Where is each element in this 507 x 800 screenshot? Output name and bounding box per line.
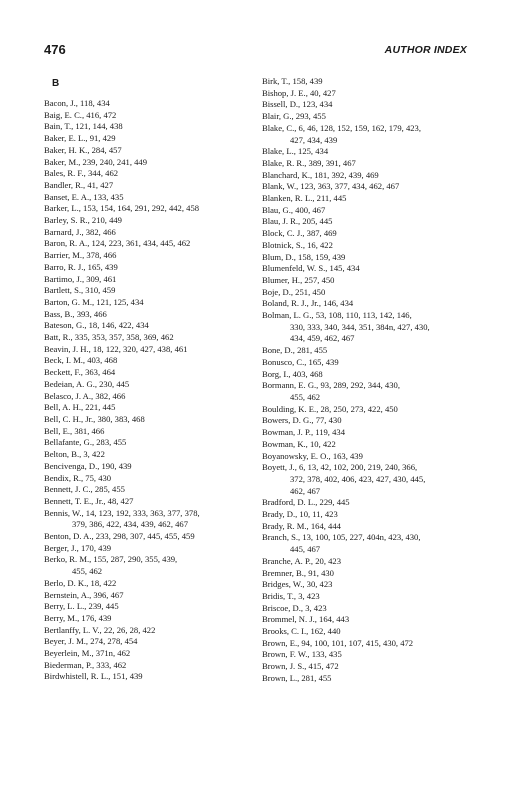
index-entry-line: Beyerlein, M., 371n, 462: [44, 648, 131, 659]
index-entry-line: Barro, R. J., 165, 439: [44, 261, 118, 272]
page-number: 476: [44, 42, 66, 57]
index-entry-line: Baron, R. A., 124, 223, 361, 434, 445, 462: [44, 238, 191, 249]
index-entry-line: Brommel, N. J., 164, 443: [262, 614, 350, 625]
index-entry-line: Barnard, J., 382, 466: [44, 226, 116, 237]
section-letter: B: [52, 78, 60, 89]
index-entry-line: Beckett, F., 363, 464: [44, 367, 116, 378]
index-entry-line: 330, 333, 340, 344, 351, 384n, 427, 430,: [290, 321, 430, 332]
index-entry-line: Blum, D., 158, 159, 439: [262, 251, 346, 262]
index-entry-line: 427, 434, 439: [290, 134, 338, 145]
index-entry-line: Bandler, R., 41, 427: [44, 179, 114, 190]
index-entry-line: Bell, A. H., 221, 445: [44, 402, 116, 413]
index-entry-line: 455, 462: [72, 566, 103, 577]
index-entry-line: Belasco, J. A., 382, 466: [44, 390, 126, 401]
index-entry-line: Barton, G. M., 121, 125, 434: [44, 296, 144, 307]
index-entry-line: Bridis, T., 3, 423: [262, 590, 320, 601]
index-entry-line: Birdwhistell, R. L., 151, 439: [44, 671, 143, 682]
index-entry-line: Bradford, D. L., 229, 445: [262, 497, 350, 508]
index-entry-line: Baker, M., 239, 240, 241, 449: [44, 156, 148, 167]
index-entry-line: Bendix, R., 75, 430: [44, 472, 112, 483]
index-entry-line: Bennett, J. C., 285, 455: [44, 484, 125, 495]
index-entry-line: Beyer, J. M., 274, 278, 454: [44, 636, 138, 647]
index-entry-line: Blumer, H., 257, 450: [262, 274, 335, 285]
index-entry-line: Belton, B., 3, 422: [44, 449, 105, 460]
index-entry-line: Barley, S. R., 210, 449: [44, 215, 122, 226]
index-entry-line: Bissell, D., 123, 434: [262, 99, 333, 110]
index-entry-line: Bridges, W., 30, 423: [262, 579, 333, 590]
index-entry-line: Boje, D., 251, 450: [262, 286, 326, 297]
index-entry-line: Brown, L., 281, 455: [262, 672, 332, 683]
index-entry-line: Berlo, D. K., 18, 422: [44, 577, 117, 588]
index-entry-line: Blau, G., 400, 467: [262, 204, 326, 215]
index-entry-line: Bell, C. H., Jr., 380, 383, 468: [44, 413, 145, 424]
index-entry-line: Boyanowsky, E. O., 163, 439: [262, 450, 363, 461]
index-entry-line: Blanchard, K., 181, 392, 439, 469: [262, 169, 379, 180]
index-entry-line: Blank, W., 123, 363, 377, 434, 462, 467: [262, 181, 400, 192]
index-entry-line: Brooks, C. I., 162, 440: [262, 626, 341, 637]
index-column-right: [262, 76, 477, 685]
index-entry-line: Blotnick, S., 16, 422: [262, 239, 333, 250]
index-entry-line: 462, 467: [290, 485, 321, 496]
index-entry-line: Biederman, P., 333, 462: [44, 659, 127, 670]
index-entry-line: Bartlett, S., 310, 459: [44, 285, 116, 296]
index-entry-line: Brown, J. S., 415, 472: [262, 661, 339, 672]
index-entry-line: Bedeian, A. G., 230, 445: [44, 378, 130, 389]
index-entry-line: Banset, E. A., 133, 435: [44, 191, 124, 202]
index-entry-line: Borg, I., 403, 468: [262, 368, 323, 379]
index-entry-line: Brown, F. W., 133, 435: [262, 649, 342, 660]
index-entry-line: Bateson, G., 18, 146, 422, 434: [44, 320, 149, 331]
index-entry-line: Baig, E. C., 416, 472: [44, 109, 117, 120]
index-entry-line: Bennett, T. E., Jr., 48, 427: [44, 495, 134, 506]
index-entry-line: Bowman, J. P., 119, 434: [262, 427, 345, 438]
index-entry-line: Bremner, B., 91, 430: [262, 567, 334, 578]
index-entry-line: Bowers, D. G., 77, 430: [262, 415, 342, 426]
index-entry-line: Birk, T., 158, 439: [262, 76, 323, 86]
index-entry-line: Bencivenga, D., 190, 439: [44, 460, 132, 471]
running-head: AUTHOR INDEX: [384, 44, 467, 56]
index-entry-line: Bacon, J., 118, 434: [44, 98, 110, 108]
index-entry-line: Brady, R. M., 164, 444: [262, 520, 341, 531]
index-entry-line: Berry, M., 176, 439: [44, 612, 112, 623]
index-entry-line: Bartimo, J., 309, 461: [44, 273, 117, 284]
index-entry-line: Brown, E., 94, 100, 101, 107, 415, 430, 472: [262, 637, 414, 648]
index-entry-line: 379, 386, 422, 434, 439, 462, 467: [72, 519, 189, 530]
index-entry-line: Blanken, R. L., 211, 445: [262, 193, 347, 204]
index-entry-line: Baker, E. L., 91, 429: [44, 133, 116, 144]
index-entry-line: Bertlanffy, L. V., 22, 26, 28, 422: [44, 624, 156, 635]
index-entry-line: Blake, R. R., 389, 391, 467: [262, 157, 356, 168]
index-entry-line: Blake, L., 125, 434: [262, 146, 329, 157]
index-entry-line: Berger, J., 170, 439: [44, 542, 112, 553]
index-entry-line: Blake, C., 6, 46, 128, 152, 159, 162, 179, 423,: [262, 122, 421, 133]
index-entry-line: Bales, R. F., 344, 462: [44, 168, 119, 179]
index-entry-line: Bass, B., 393, 466: [44, 308, 107, 319]
index-entry-line: Branche, A. P., 20, 423: [262, 555, 342, 566]
index-entry-line: Bennis, W., 14, 123, 192, 333, 363, 377, 378,: [44, 507, 200, 518]
index-entry-line: Blair, G., 293, 455: [262, 111, 326, 122]
index-entry-line: 434, 459, 462, 467: [290, 333, 355, 344]
index-entry-line: Bell, E., 381, 466: [44, 425, 105, 436]
index-entry-line: Bishop, J. E., 40, 427: [262, 87, 336, 98]
index-entry-line: Barrier, M., 378, 466: [44, 250, 117, 261]
index-entry-line: 455, 462: [290, 391, 321, 402]
index-entry-line: Brady, D., 10, 11, 423: [262, 509, 338, 520]
index-entry-line: Bowman, K., 10, 422: [262, 438, 336, 449]
index-entry-line: Blumenfeld, W. S., 145, 434: [262, 263, 360, 274]
index-entry-line: Briscoe, D., 3, 423: [262, 602, 327, 613]
index-entry-line: Bain, T., 121, 144, 438: [44, 121, 123, 132]
index-entry-line: Berko, R. M., 155, 287, 290, 355, 439,: [44, 554, 178, 565]
index-entry-line: Boulding, K. E., 28, 250, 273, 422, 450: [262, 403, 398, 414]
index-entry-line: Batt, R., 335, 353, 357, 358, 369, 462: [44, 332, 174, 343]
index-entry-line: Boyett, J., 6, 13, 42, 102, 200, 219, 240, 366,: [262, 462, 418, 473]
index-entry-line: Bernstein, A., 396, 467: [44, 589, 124, 600]
index-entry-line: Bolman, L. G., 53, 108, 110, 113, 142, 146,: [262, 310, 412, 321]
index-entry-line: Boland, R. J., Jr., 146, 434: [262, 298, 354, 309]
index-entry-line: Benton, D. A., 233, 298, 307, 445, 455, 459: [44, 531, 195, 542]
index-column-left: [44, 76, 250, 683]
index-entry-line: 445, 467: [290, 544, 321, 555]
index-entry-line: Bormann, E. G., 93, 289, 292, 344, 430,: [262, 380, 400, 391]
index-entry-line: Bonusco, C., 165, 439: [262, 356, 339, 367]
index-entry-line: Branch, S., 13, 100, 105, 227, 404n, 423, 430,: [262, 532, 421, 543]
index-entry-line: Beavin, J. H., 18, 122, 320, 427, 438, 461: [44, 343, 188, 354]
index-entry-line: Blau, J. R., 205, 445: [262, 216, 333, 227]
index-entry-line: Beck, I. M., 403, 468: [44, 355, 118, 366]
index-entry-line: 372, 378, 402, 406, 423, 427, 430, 445,: [290, 473, 426, 484]
index-entry-line: Berry, L. L., 239, 445: [44, 601, 119, 612]
index-entry-line: Bellafante, G., 283, 455: [44, 437, 127, 448]
index-entry-line: Baker, H. K., 284, 457: [44, 144, 122, 155]
index-entry-line: Barker, L., 153, 154, 164, 291, 292, 442, 458: [44, 203, 200, 214]
index-entry-line: Bone, D., 281, 455: [262, 345, 328, 356]
index-entry-line: Block, C. J., 387, 469: [262, 228, 337, 239]
